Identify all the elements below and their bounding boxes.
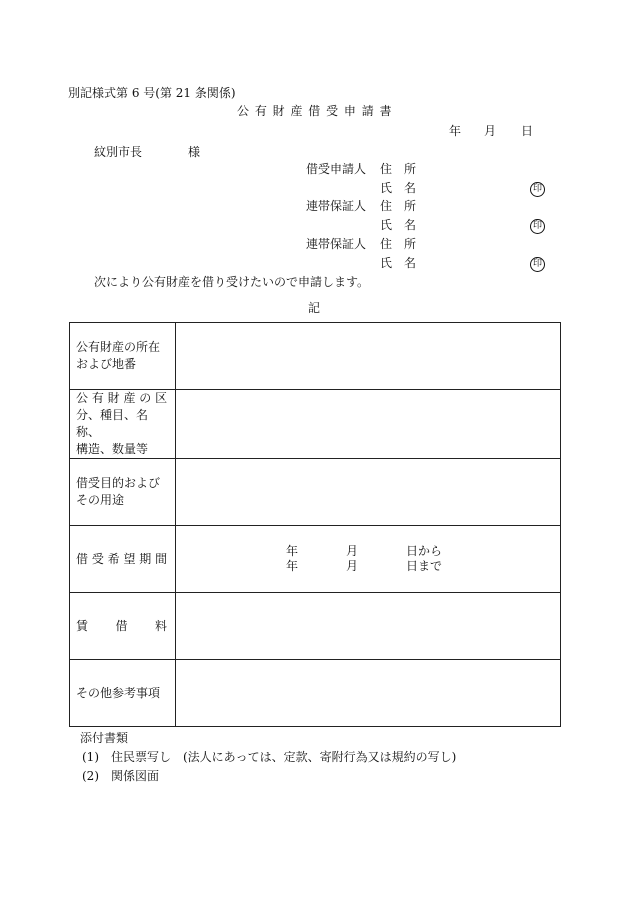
row-label (70, 459, 176, 526)
date-day: 日 (521, 124, 534, 138)
label-line: 公 有 財 産 の 区 (76, 391, 168, 405)
label-line: 借 受 希 望 期 間 (76, 551, 168, 566)
period-field[interactable] (176, 526, 561, 593)
label-line: その用途 (76, 493, 125, 507)
guarantor-role: 連帯保証人 (306, 237, 367, 251)
row-label (70, 526, 176, 593)
label-line: 構造、数量等 (76, 442, 149, 456)
label-char: 賃 (76, 618, 89, 633)
date-month: 月 (484, 124, 497, 138)
row-label (70, 390, 176, 459)
document-title: 公 有 財 産 借 受 申 請 書 (237, 104, 393, 118)
attachment-number: (2) (82, 769, 99, 783)
period-month: 月 (346, 544, 359, 558)
table-row (70, 660, 561, 727)
address-label: 住 所 (380, 237, 417, 251)
period-day: 日まで (406, 559, 443, 573)
label-char: 借 (115, 618, 128, 633)
name-label: 氏 名 (380, 256, 417, 270)
period-day: 日から (406, 544, 443, 558)
location-field[interactable] (176, 323, 561, 390)
attachment-text: 関係図面 (111, 769, 160, 783)
period-year: 年 (286, 544, 299, 558)
other-notes-field[interactable] (176, 660, 561, 727)
label-line: 公有財産の所在 (76, 340, 161, 354)
table-row (70, 323, 561, 390)
table-row (70, 526, 561, 593)
seal-icon: 印 (530, 219, 545, 234)
address-label: 住 所 (380, 162, 417, 176)
label-line: および地番 (76, 357, 137, 371)
property-details-field[interactable] (176, 390, 561, 459)
seal-icon: 印 (530, 257, 545, 272)
name-label: 氏 名 (380, 218, 417, 232)
date-year: 年 (449, 124, 462, 138)
seal-mark (530, 255, 545, 272)
label-line: 分、種目、名称、 (76, 408, 149, 439)
label-char: 料 (154, 618, 167, 633)
table-row (70, 459, 561, 526)
rent-field[interactable] (176, 593, 561, 660)
attachment-number: (1) (82, 750, 99, 764)
table-row (70, 593, 561, 660)
label-line: 借受目的および (76, 476, 161, 490)
rent-label (76, 618, 171, 635)
address-label: 住 所 (380, 199, 417, 213)
seal-icon: 印 (530, 182, 545, 197)
period-to (286, 559, 560, 574)
application-table (69, 322, 561, 727)
applicant-role: 借受申請人 (306, 162, 367, 176)
row-label (70, 660, 176, 727)
table-row (70, 390, 561, 459)
attachments-heading: 添付書類 (80, 731, 129, 745)
name-label: 氏 名 (380, 181, 417, 195)
seal-mark (530, 217, 545, 234)
honorific: 様 (188, 145, 201, 159)
row-label (70, 323, 176, 390)
form-number-label: 別記様式第 6 号(第 21 条関係) (68, 86, 236, 100)
period-month: 月 (346, 559, 359, 573)
ki-mark: 記 (308, 301, 321, 315)
purpose-field[interactable] (176, 459, 561, 526)
period-year: 年 (286, 559, 299, 573)
seal-mark (530, 180, 545, 197)
row-label (70, 593, 176, 660)
label-line: その他参考事項 (76, 685, 161, 700)
intro-text: 次により公有財産を借り受けたいので申請します。 (94, 275, 370, 289)
period-from (286, 544, 560, 559)
addressee: 紋別市長 (94, 145, 143, 159)
guarantor-role: 連帯保証人 (306, 199, 367, 213)
attachment-text: 住民票写し (法人にあっては、定款、寄附行為又は規約の写し) (111, 750, 457, 764)
